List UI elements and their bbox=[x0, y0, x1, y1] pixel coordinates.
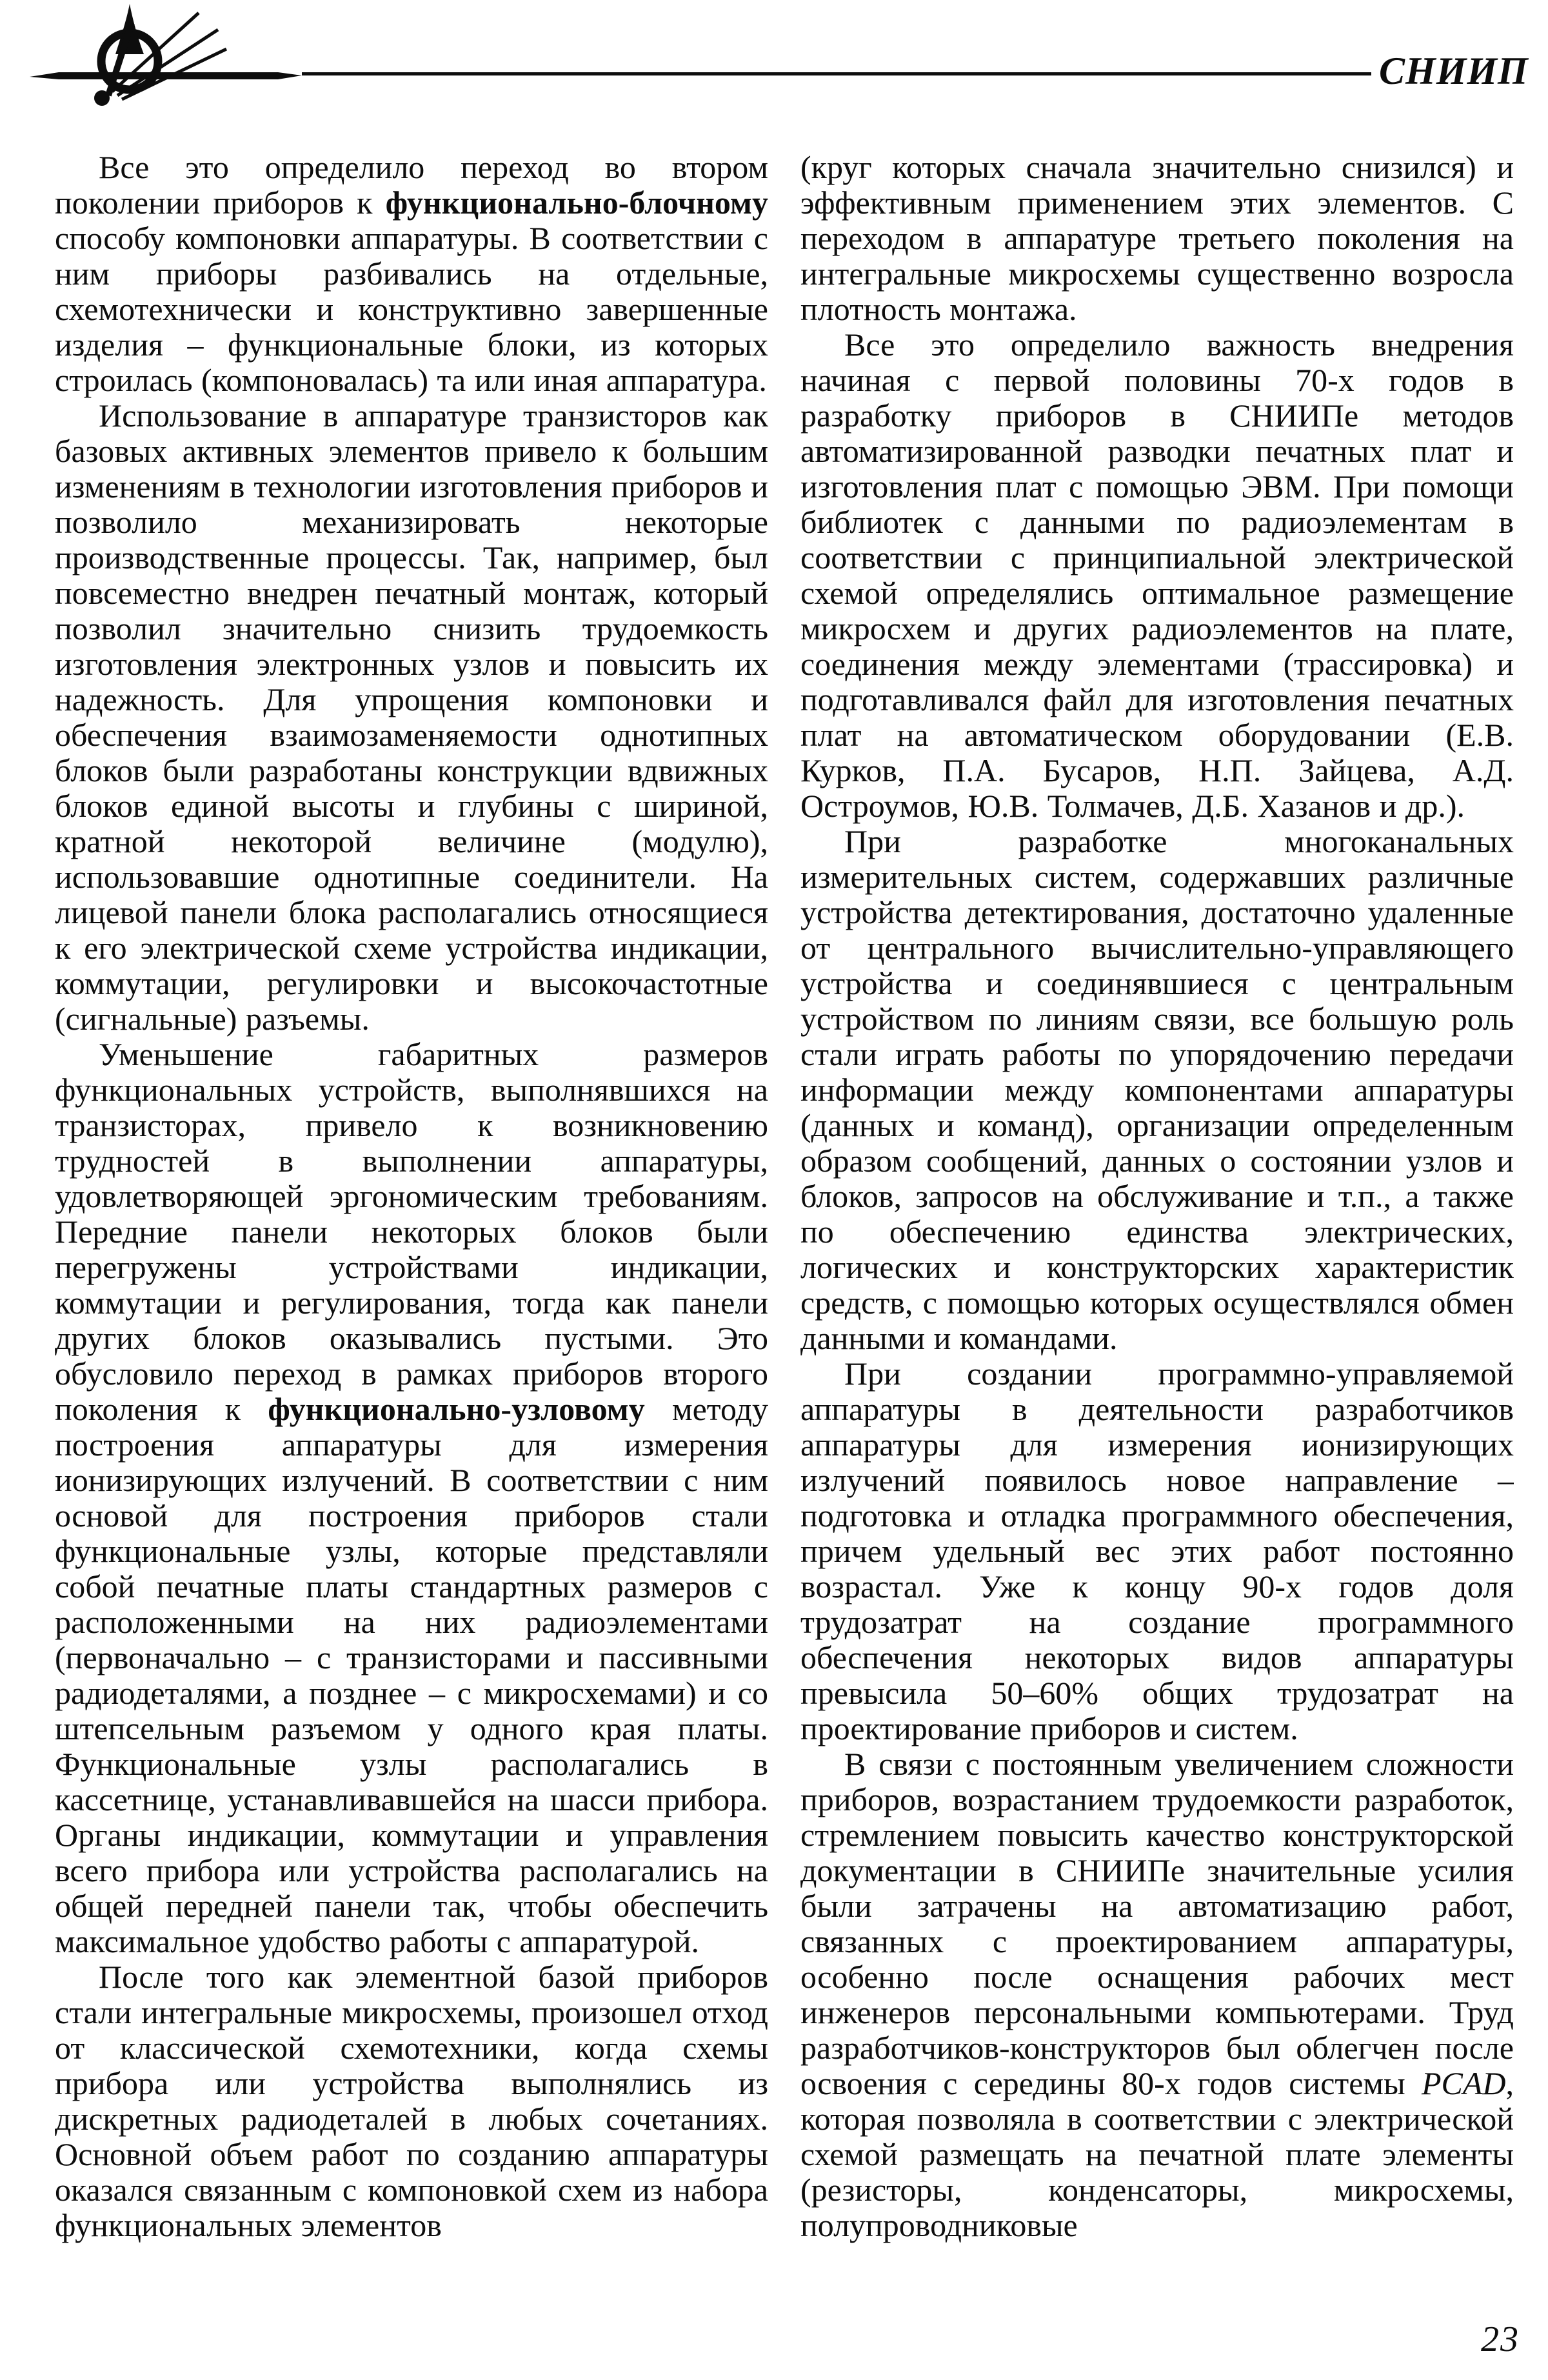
brand-title: СНИИП bbox=[1379, 50, 1529, 92]
text-run: После того как элементной базой приборов стали интегральные микросхемы, произошел отход от классической схемотехники, когда схемы прибора или устройства выполнялись из дискретных радиодеталей в любых сочетаниях. Основной объем работ по созданию аппаратуры оказался связанным с компоновкой схем из набора функциональных элементов bbox=[55, 1959, 768, 2243]
text-columns bbox=[55, 150, 1514, 2337]
text-run: , которая позволяла в соответствии с электрической схемой размещать на печатной плате элементы (резисторы, конденсаторы, микросхемы, полупроводниковые bbox=[800, 2065, 1514, 2243]
paragraph bbox=[55, 1037, 768, 1959]
italic-text-run: PCAD bbox=[1421, 2065, 1506, 2101]
text-run: Уменьшение габаритных размеров функциональных устройств, выполнявшихся на транзисторах, привело к возникновению трудностей в выполнении аппаратуры, удовлетворяющей эргономическим требованиям. Передние панели некоторых блоков были перегружены устройствами индикации, коммутации и регулирования, тогда как панели других блоков оказывались пустыми. Это обусловило переход в рамках приборов второго поколения к bbox=[55, 1036, 768, 1427]
text-run: При разработке многоканальных измерительных систем, содержавших различные устройства детектирования, достаточно удаленные от центрального вычислительно-управляющего устройства и соединявшиеся с центральным устройством по линиям связи, все большую роль стали играть работы по упорядочению передачи информации между компонентами аппаратуры (данных и команд), организации определенным образом сообщений, данных о состоянии узлов и блоков, запросов на обслуживание и т.п., а также по обеспечению единства электрических, логических и конструкторских характеристик средств, с помощью которых осуществлялся обмен данными и командами. bbox=[800, 823, 1514, 1356]
paragraph bbox=[800, 1356, 1514, 1746]
text-run: Все это определило переход во втором поколении приборов к bbox=[55, 150, 768, 221]
text-run: Все это определило важность внедрения начиная с первой половины 70-х годов в разработку приборов в СНИИПе методов автоматизированной разводки печатных плат и изготовления плат с помощью ЭВМ. При помощи библиотек с данными по радиоэлементам в соответствии с принципиальной электрической схемой определялись оптимальное размещение микросхем и других радиоэлементов на плате, соединения между элементами (трассировка) и подготавливался файл для изготовления печатных плат на автоматическом оборудовании (Е.В. Курков, П.А. Бусаров, Н.П. Зайцева, А.Д. Остроумов, Ю.В. Толмачев, Д.Б. Хазанов и др.). bbox=[800, 326, 1514, 824]
header-rule bbox=[302, 72, 1371, 75]
text-run: методу построения аппаратуры для измерения ионизирующих излучений. В соответствии с ним основой для построения приборов стали функциональные узлы, которые представляли собой печатные платы стандартных размеров с расположенными на них радиоэлементами (первоначально – с транзисторами и пассивными радиодеталями, а позднее – с микросхемами) и со штепсельным разъемом у одного края платы. Функциональные узлы располагались в кассетнице, устанавливавшейся на шасси прибора. Органы индикации, коммутации и управления всего прибора или устройства располагались на общей передней панели так, чтобы обеспечить максимальное удобство работы с аппаратурой. bbox=[55, 1391, 768, 1959]
text-run: способу компоновки аппаратуры. В соответствии с ним приборы разбивались на отдельные, схемотехнически и конструктивно завершенные изделия – функциональные блоки, из которых строилась (компоновалась) та или иная аппаратура. bbox=[55, 220, 768, 398]
paragraph bbox=[55, 1959, 768, 2243]
paragraph bbox=[800, 150, 1514, 327]
paragraph bbox=[800, 824, 1514, 1356]
text-run: Использование в аппаратуре транзисторов как базовых активных элементов привело к большим изменениям в технологии изготовления приборов и позволило механизировать некоторые производственные процессы. Так, например, был повсеместно внедрен печатный монтаж, который позволил значительно снизить трудоемкость изготовления электронных узлов и повысить их надежность. Для упрощения компоновки и обеспечения взаимозаменяемости однотипных блоков были разработаны конструкции вдвижных блоков единой высоты и глубины с шириной, кратной некоторой величине (модулю), использовавшие однотипные соединители. На лицевой панели блока располагались относящиеся к его электрической схеме устройства индикации, коммутации, регулировки и высокочастотные (сигнальные) разъемы. bbox=[55, 397, 768, 1037]
bold-text-run: функционально-узловому bbox=[268, 1391, 645, 1427]
paragraph bbox=[55, 398, 768, 1037]
text-run: В связи с постоянным увеличением сложности приборов, возрастанием трудоемкости разработок, стремлением повысить качество конструкторской документации в СНИИПе значительные усилия были затрачены на автоматизацию работ, связанных с проектированием аппаратуры, особенно после оснащения рабочих мест инженеров персональными компьютерами. Труд разработчиков-конструкторов был облегчен после освоения с середины 80-х годов системы bbox=[800, 1746, 1514, 2101]
text-column-left bbox=[55, 150, 768, 2337]
paragraph bbox=[800, 1746, 1514, 2243]
text-run: (круг которых сначала значительно снизился) и эффективным применением этих элементов. С переходом в аппаратуре третьего поколения на интегральные микросхемы существенно возросла плотность монтажа. bbox=[800, 150, 1514, 327]
paragraph bbox=[55, 150, 768, 398]
bold-text-run: функционально-блочному bbox=[385, 185, 768, 221]
paragraph bbox=[800, 327, 1514, 824]
sniip-emblem-icon bbox=[30, 1, 302, 110]
text-run: При создании программно-управляемой аппаратуры в деятельности разработчиков аппаратуры для измерения ионизирующих излучений появилось новое направление – подготовка и отладка программного обеспечения, причем удельный вес этих работ постоянно возрастал. Уже к концу 90-х годов доля трудозатрат на создание программного обеспечения некоторых видов аппаратуры превысила 50–60% общих трудозатрат на проектирование приборов и систем. bbox=[800, 1355, 1514, 1746]
text-column-right bbox=[800, 150, 1514, 2337]
page-number: 23 bbox=[1481, 2319, 1520, 2359]
